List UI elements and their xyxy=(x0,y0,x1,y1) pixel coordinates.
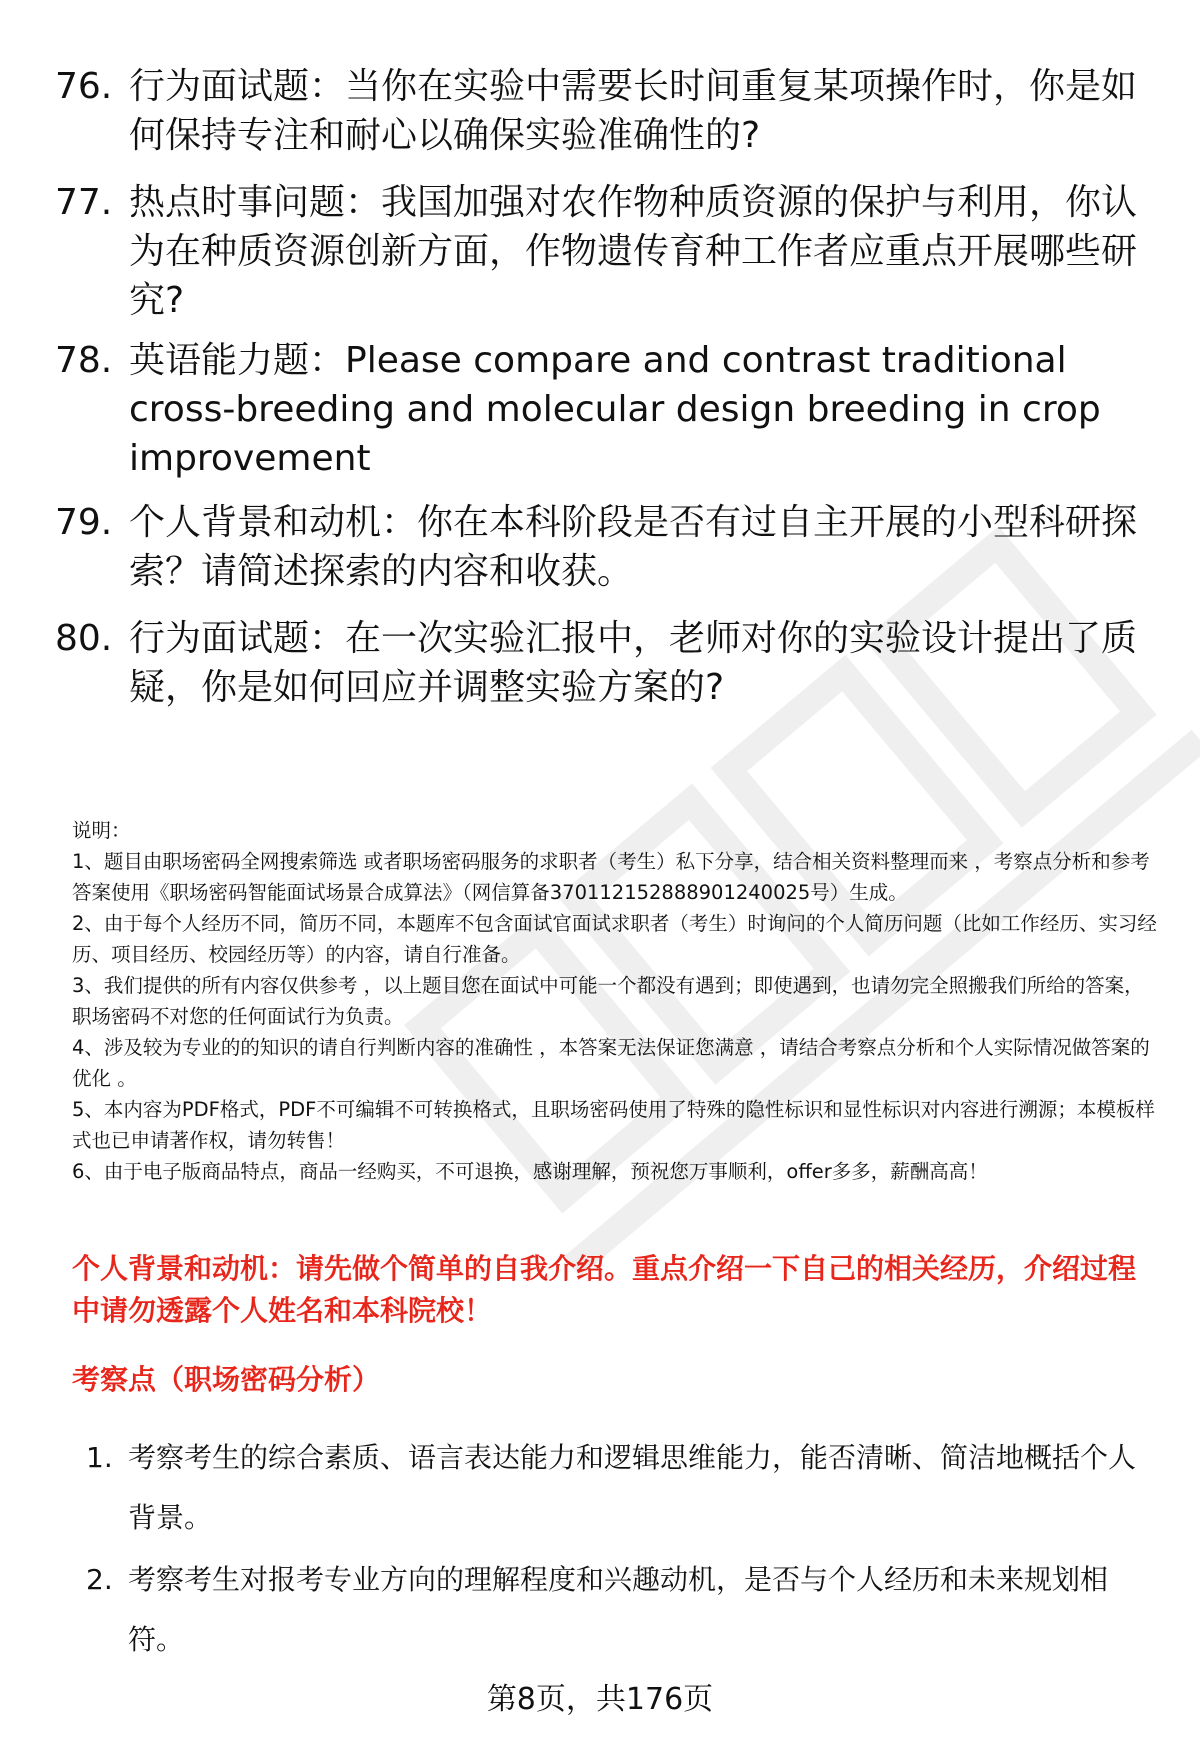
analysis-point xyxy=(80,1550,1150,1670)
notes-heading: 说明： xyxy=(72,819,131,842)
question-text: 行为面试题：当你在实验中需要长时间重复某项操作时，你是如何保持专注和耐心以确保实验准确性的? xyxy=(129,66,1138,156)
note-item: 6、由于电子版商品特点，商品一经购买，不可退换，感谢理解，预祝您万事顺利，offer多多，薪酬高高！ xyxy=(72,1160,988,1183)
question-text: 行为面试题：在一次实验汇报中，老师对你的实验设计提出了质疑，你是如何回应并调整实验方案的? xyxy=(129,618,1138,708)
question-text: 热点时事问题：我国加强对农作物种质资源的保护与利用，你认为在种质资源创新方面，作物遗传育种工作者应重点开展哪些研究? xyxy=(129,182,1138,321)
point-number: 2. xyxy=(86,1563,113,1596)
question-number: 77. xyxy=(55,182,113,223)
analysis-point xyxy=(80,1428,1150,1548)
note-item: 4、涉及较为专业的的知识的请自行判断内容的准确性 ，本答案无法保证您满意 ，请结合考察点分析和个人实际情况做答案的优化 。 xyxy=(72,1036,1150,1090)
featured-question: 个人背景和动机：请先做个简单的自我介绍。重点介绍一下自己的相关经历，介绍过程中请勿透露个人姓名和本科院校！ xyxy=(72,1252,1137,1327)
question-number: 80. xyxy=(55,618,113,659)
analysis-heading: 考察点（职场密码分析） xyxy=(72,1363,381,1396)
question-80 xyxy=(55,614,1145,712)
note-item: 1、题目由职场密码全网搜索筛选 或者职场密码服务的求职者（考生）私下分享，结合相关资料整理而来 ，考察点分析和参考答案使用《职场密码智能面试场景合成算法》（网信算备370112152888901240025号）生成。 xyxy=(72,850,1150,904)
question-number: 76. xyxy=(55,66,113,107)
page-footer: 第8页，共176页 xyxy=(486,1682,714,1717)
note-item: 2、由于每个人经历不同，简历不同，本题库不包含面试官面试求职者（考生）时询问的个人简历问题（比如工作经历、实习经历、项目经历、校园经历等）的内容，请自行准备。 xyxy=(72,912,1157,966)
notes-section xyxy=(72,815,1162,1187)
question-text: 个人背景和动机：你在本科阶段是否有过自主开展的小型科研探索？请简述探索的内容和收获。 xyxy=(129,502,1138,592)
question-79 xyxy=(55,498,1145,596)
point-text: 考察考生的综合素质、语言表达能力和逻辑思维能力，能否清晰、简洁地概括个人背景。 xyxy=(128,1441,1137,1534)
question-76 xyxy=(55,62,1145,160)
question-78 xyxy=(55,336,1145,483)
note-item: 3、我们提供的所有内容仅供参考 ，以上题目您在面试中可能一个都没有遇到；即使遇到，也请勿完全照搬我们所给的答案，职场密码不对您的任何面试行为负责。 xyxy=(72,974,1144,1028)
question-77 xyxy=(55,178,1145,325)
question-number: 79. xyxy=(55,502,113,543)
question-text: 英语能力题：Please compare and contrast traditional cross-breeding and molecular design breeding in crop improvement xyxy=(129,340,1101,479)
point-text: 考察考生对报考专业方向的理解程度和兴趣动机，是否与个人经历和未来规划相符。 xyxy=(128,1563,1109,1656)
note-item: 5、本内容为PDF格式，PDF不可编辑不可转换格式，且职场密码使用了特殊的隐性标识和显性标识对内容进行溯源；本模板样式也已申请著作权，请勿转售！ xyxy=(72,1098,1155,1152)
question-number: 78. xyxy=(55,340,113,381)
point-number: 1. xyxy=(86,1441,113,1474)
